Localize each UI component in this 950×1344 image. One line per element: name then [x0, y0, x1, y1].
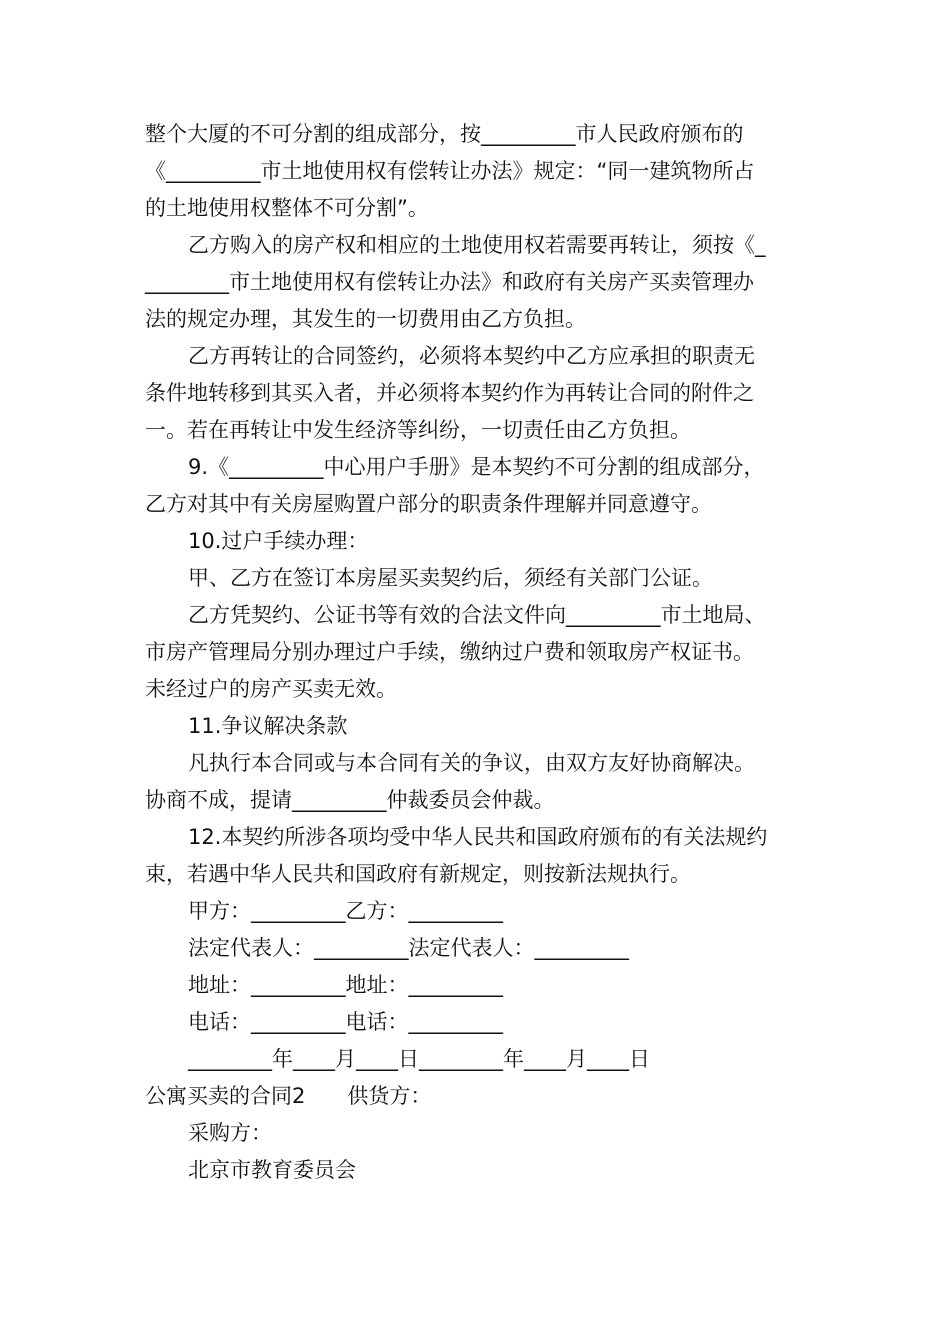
document-line: 乙方凭契约、公证书等有效的合法文件向_________市土地局、: [188, 603, 766, 627]
document-line: 束，若遇中华人民共和国政府有新规定，则按新法规执行。: [145, 862, 691, 886]
document-line: 法的规定办理，其发生的一切费用由乙方负担。: [145, 307, 586, 331]
document-line: 一。若在再转让中发生经济等纠纷，一切责任由乙方负担。: [145, 418, 691, 442]
document-line: ________市土地使用权有偿转让办法》和政府有关房产买卖管理办: [145, 270, 754, 294]
document-line: 市房产管理局分别办理过户手续，缴纳过户费和领取房产权证书。: [145, 640, 754, 664]
document-line: 北京市教育委员会: [188, 1158, 356, 1182]
document-line: 协商不成，提请_________仲裁委员会仲裁。: [145, 788, 555, 812]
document-line: 甲方：_________乙方：_________: [188, 899, 503, 923]
document-line: 《_________市土地使用权有偿转让办法》规定：“同一建筑物所占: [145, 159, 755, 183]
document-line: 法定代表人：_________法定代表人：_________: [188, 936, 629, 960]
document-line: 整个大厦的不可分割的组成部分，按_________市人民政府颁布的: [145, 122, 744, 146]
document-line: 未经过户的房产买卖无效。: [145, 677, 397, 701]
document-line: 甲、乙方在签订本房屋买卖契约后，须经有关部门公证。: [188, 566, 713, 590]
document-line: 凡执行本合同或与本合同有关的争议，由双方友好协商解决。: [188, 751, 755, 775]
document-line: 的土地使用权整体不可分割”。: [145, 196, 429, 220]
document-line: 采购方：: [188, 1121, 272, 1145]
document-line: ________年____月____日________年____月____日: [188, 1047, 650, 1071]
document-line: 11.争议解决条款: [188, 714, 348, 738]
document-body: [145, 116, 810, 1189]
document-line: 10.过户手续办理：: [188, 529, 369, 553]
document-line: 12.本契约所涉各项均受中华人民共和国政府颁布的有关法规约: [188, 825, 768, 849]
document-line: 乙方购入的房产权和相应的土地使用权若需要再转让，须按《_: [188, 233, 766, 257]
document-line: 9.《_________中心用户手册》是本契约不可分割的组成部分，: [188, 455, 765, 479]
document-line: 乙方对其中有关房屋购置户部分的职责条件理解并同意遵守。: [145, 492, 712, 516]
document-line: 公寓买卖的合同2 供货方：: [145, 1084, 432, 1108]
document-line: 地址：_________地址：_________: [188, 973, 503, 997]
document-line: 电话：_________电话：_________: [188, 1010, 503, 1034]
document-line: 乙方再转让的合同签约，必须将本契约中乙方应承担的职责无: [188, 344, 755, 368]
document-line: 条件地转移到其买入者，并必须将本契约作为再转让合同的附件之: [145, 381, 754, 405]
